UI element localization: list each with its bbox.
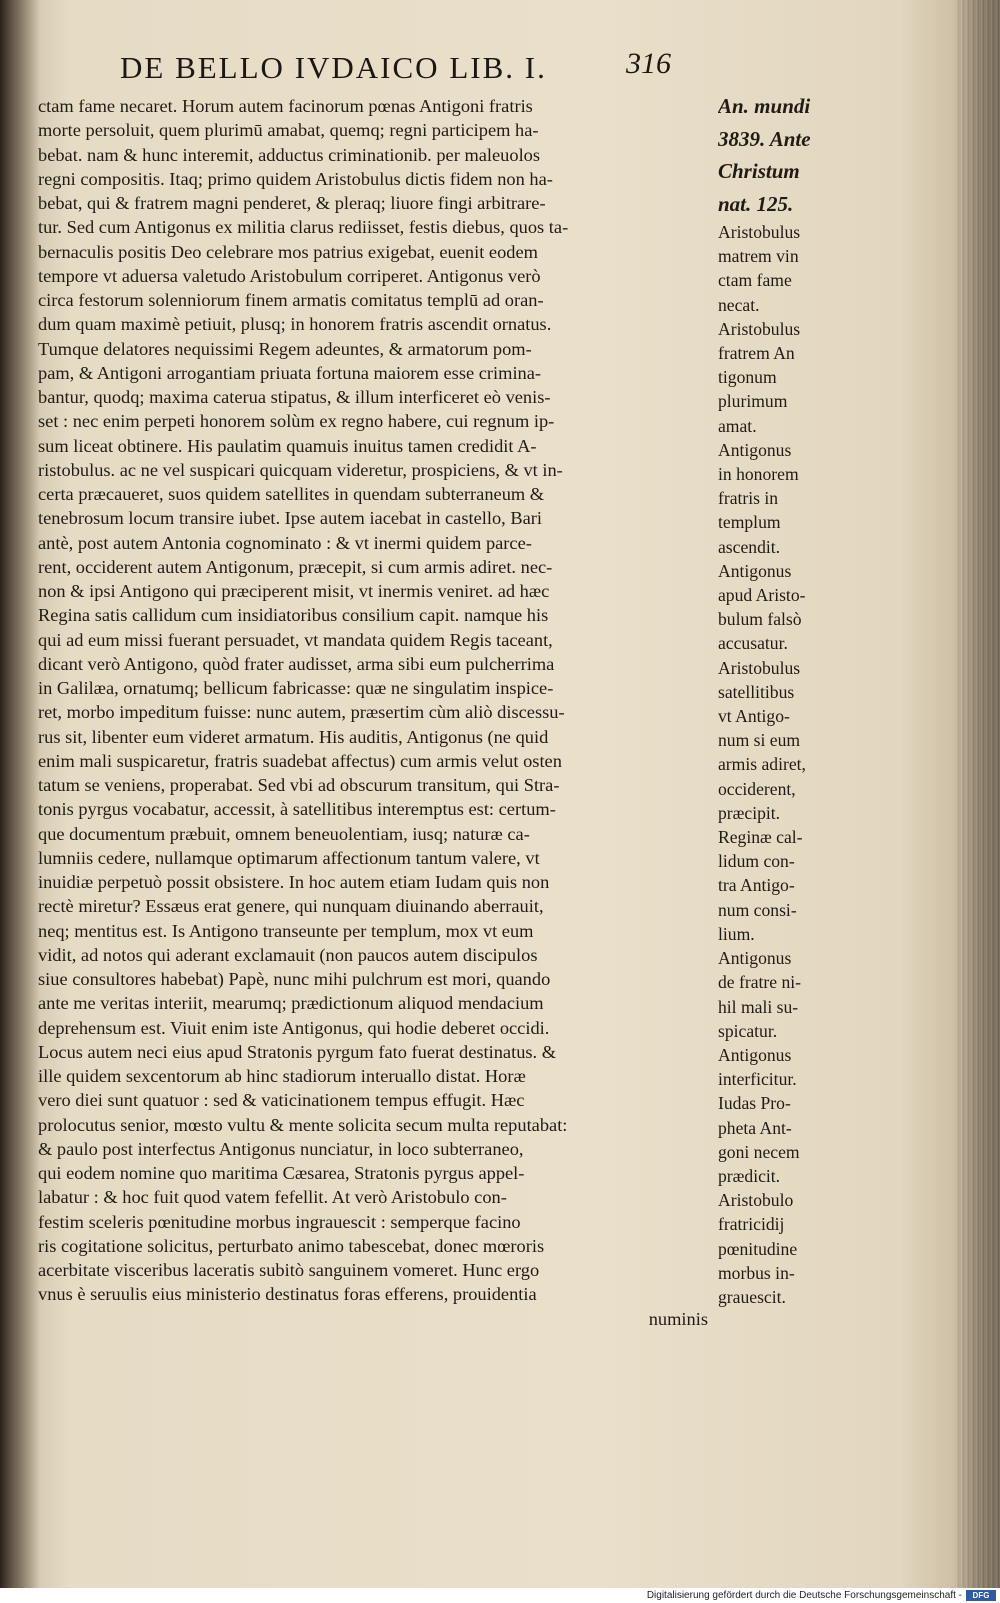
text-line: vero diei sunt quatuor : sed & vaticinationem tempus effugit. Hæc [38, 1090, 525, 1111]
text-line: antè, post autem Antonia cognominato : & vt inermi quidem parce- [38, 532, 532, 553]
text-line: ille quidem sexcentorum ab hinc stadiorum interuallo distat. Horæ [38, 1066, 526, 1086]
marginal-note-line: grauescit. [718, 1286, 786, 1307]
marginal-note-line: prædicit. [718, 1165, 781, 1186]
marginal-note-line: fratris in [718, 488, 779, 509]
text-line: in Galilæa, ornatumq; bellicum fabricasse: quæ ne singulatim inspice- [38, 678, 554, 698]
marginal-note [718, 559, 843, 656]
marginal-note-line: pheta Ant- [718, 1117, 792, 1138]
marginal-note-line: pœnitudine [718, 1238, 798, 1259]
marginal-note-line: Christum [718, 159, 800, 183]
text-line: certa præcaueret, suos quidem satellites in quendam subterraneum & [38, 484, 545, 504]
marginal-note-line: occiderent, [718, 778, 796, 799]
marginal-note-line: 3839. Ante [718, 126, 811, 151]
marginal-note-line: accusatur. [718, 633, 788, 654]
marginal-note-line: hil mali su- [718, 996, 799, 1017]
text-line: rent, occiderent autem Antigonum, præcepit, si cum armis adiret. nec- [38, 556, 553, 577]
marginal-note-line: amat. [718, 415, 757, 436]
text-line: bantur, quodq; maxima caterua stipatus, & illum interficeret eò venis- [38, 387, 551, 407]
marginal-note [718, 946, 843, 1043]
text-line: non & ipsi Antigono qui præciperent misit, vt inermis veniret. ad hæc [38, 581, 550, 601]
marginal-note-line: de fratre ni- [718, 972, 802, 993]
page-edge-shadow [955, 0, 1000, 1588]
marginal-note-line: satellitibus [718, 681, 795, 702]
text-line: sum liceat obtinere. His paulatim quamuis inuitus tamen credidit A- [38, 435, 537, 456]
text-line: bernaculis positis Deo celebrare mos patrius exigebat, euenit eodem [38, 241, 538, 262]
marginal-note-line: tra Antigo- [718, 875, 795, 896]
running-head-title: DE BELLO IVDAICO LIB. I. [120, 50, 547, 85]
text-line: inuidiæ perpetuò possit obsistere. In hoc autem etiam Iudam quis non [38, 872, 550, 892]
marginal-note-line: morbus in- [718, 1262, 795, 1283]
digitization-footer [0, 1588, 1000, 1603]
marginal-note-line: lium. [718, 923, 755, 944]
text-line: que documentum præbuit, omnem beneuolentiam, iusq; naturæ ca- [38, 823, 530, 844]
marginal-note-line: Aristobulus [718, 222, 801, 242]
text-line: dum quam maximè petiuit, plusq; in honorem fratris ascendit ornatus. [38, 314, 552, 335]
text-line: ret, morbo impeditum fuisse: nunc autem, præsertim cùm aliò discessu- [38, 702, 565, 723]
text-line: neq; mentitus est. Is Antigono transeunte per templum, mox vt eum [38, 920, 534, 941]
text-line: festim sceleris pœnitudine morbus ingrauescit : semperque facino [38, 1211, 521, 1232]
marginal-note-line: Iudas Pro- [718, 1093, 791, 1114]
marginal-note [718, 1091, 843, 1188]
marginal-note-line: apud Aristo- [718, 585, 806, 606]
main-text-block [38, 94, 708, 1331]
marginal-note-line: nat. 125. [718, 191, 794, 216]
text-line: pam, & Antigoni arrogantiam priuata fortuna maiorem esse crimina- [38, 362, 542, 383]
marginal-note-line: Aristobulo [718, 1190, 794, 1211]
marginal-note-line: Aristobulus [718, 318, 801, 339]
marginal-note [718, 438, 843, 559]
marginal-note-line: præcipit. [718, 802, 781, 823]
dfg-logo-icon: DFG [966, 1590, 996, 1601]
text-line: ristobulus. ac ne vel suspicari quicquam videretur, prospiciens, & vt in- [38, 459, 563, 480]
text-line: rectè miretur? Essæus erat genere, qui nunquam diuinando aberrauit, [38, 896, 544, 917]
marginal-note [718, 1188, 843, 1309]
catchword: numinis [648, 1308, 708, 1329]
text-line: bebat. nam & hunc interemit, adductus criminationib. per maleuolos [38, 144, 541, 165]
text-line: qui eodem nomine quo maritima Cæsarea, Stratonis pyrgus appel- [38, 1163, 525, 1183]
text-line: ante me veritas interiit, mearumq; prædictionum aliquod mendacium [38, 993, 544, 1014]
marginal-note-line: templum [718, 512, 781, 533]
text-line: enim mali suspicaretur, fratris suadebat affectus) cum armis velut osten [38, 750, 562, 771]
marginal-note-line: ascendit. [718, 536, 781, 557]
marginal-note-line: tigonum [718, 367, 777, 388]
marginal-note-line: Antigonus [718, 948, 792, 969]
text-line: tonis pyrgus vocabatur, accessit, à satellitibus interemptus est: certum- [38, 799, 556, 820]
text-line: ctam fame necaret. Horum autem facinorum pœnas Antigoni fratris [38, 96, 533, 116]
text-line: Tumque delatores nequissimi Regem adeuntes, & armatorum pom- [38, 338, 532, 359]
marginal-note-line: ctam fame [718, 270, 792, 291]
marginal-note-line: goni necem [718, 1141, 800, 1162]
marginal-note-line: lidum con- [718, 851, 795, 872]
marginal-note-line: vt Antigo- [718, 706, 790, 727]
text-line: lumniis cedere, nullamque optimarum affectionum tantum valere, vt [38, 847, 540, 868]
text-line: Locus autem neci eius apud Stratonis pyrgum fato fuerat destinatus. & [38, 1041, 557, 1062]
marginal-note-line: Antigonus [718, 560, 792, 581]
text-line: set : nec enim perpeti honorem solùm ex regno habere, cui regnum ip- [38, 411, 555, 432]
text-line: morte persoluit, quem plurimū amabat, quemq; regni participem ha- [38, 120, 539, 141]
text-line: & paulo post interfectus Antigonus nunciatur, in loco subterraneo, [38, 1138, 524, 1159]
marginal-note [718, 656, 843, 825]
marginal-note-line: An. mundi [718, 94, 811, 118]
marginal-note-line: fratrem An [718, 343, 795, 364]
marginal-note-line: Reginæ cal- [718, 827, 803, 848]
text-line: tenebrosum locum transire iubet. Ipse autem iacebat in castello, Bari [38, 508, 543, 529]
marginal-note [718, 220, 843, 317]
marginal-note-line: Antigonus [718, 439, 792, 460]
text-line: qui ad eum missi fuerant persuadet, vt mandata quidem Regis taceant, [38, 629, 553, 650]
text-line: labatur : & hoc fuit quod vatem fefellit. At verò Aristobulo con- [38, 1187, 507, 1208]
marginal-note-line: in honorem [718, 464, 799, 485]
text-line: ris cogitatione solicitus, perturbato animo tabescebat, donec mœroris [38, 1235, 545, 1256]
text-line: vidit, ad notos qui aderant exclamauit (non paucos autem discipulos [38, 944, 538, 965]
marginal-note-line: bulum falsò [718, 609, 802, 630]
text-line: prolocutus senior, mœsto vultu & mente solicita secum multa reputabat: [38, 1114, 568, 1135]
folio-number: 316 [626, 47, 671, 80]
marginal-note [718, 317, 843, 438]
marginal-note-line: matrem vin [718, 246, 799, 267]
marginal-note-line: necat. [718, 294, 760, 315]
text-line: acerbitate visceribus laceratis subitò sanguinem vomeret. Hunc ergo [38, 1260, 540, 1280]
text-line: tatum se veniens, properabat. Sed vbi ad obscurum transitum, qui Stra- [38, 775, 560, 795]
marginal-note-line: armis adiret, [718, 754, 806, 775]
text-line: tur. Sed cum Antigonus ex militia clarus rediisset, festis diebus, quos ta- [38, 217, 569, 238]
marginal-note-line: spicatur. [718, 1020, 778, 1041]
marginal-date-note [718, 90, 843, 220]
marginal-note [718, 825, 843, 946]
text-line: Regina satis callidum cum insidiatoribus consilium capit. namque his [38, 605, 549, 626]
text-line: circa festorum solenniorum finem armatis comitatus templū ad oran- [38, 290, 544, 310]
text-line: siue consultores habebat) Papè, nunc mihi pulchrum est mori, quando [38, 969, 551, 989]
text-line: deprehensum est. Viuit enim iste Antigonus, qui hodie deberet occidi. [38, 1017, 550, 1038]
text-line: tempore vt aduersa valetudo Aristobulum corriperet. Antigonus verò [38, 265, 541, 286]
text-line: rus sit, libenter eum videret armatum. His auditis, Antigonus (ne quid [38, 726, 549, 747]
footer-credit: Digitalisierung gefördert durch die Deutsche Forschungsgemeinschaft - [646, 1590, 962, 1601]
marginal-note-line: plurimum [718, 391, 788, 412]
marginal-note [718, 1043, 843, 1091]
marginal-notes-column [718, 90, 843, 1309]
text-line: vnus è seruulis eius ministerio destinatus foras efferens, prouidentia [38, 1284, 537, 1305]
marginal-note-line: num si eum [718, 730, 801, 751]
text-line: bebat, qui & fratrem magni penderet, & pleraq; liuore fingi arbitrare- [38, 193, 546, 213]
text-line: dicant verò Antigono, quòd frater audisset, arma sibi eum pulcherrima [38, 653, 555, 674]
text-line: regni compositis. Itaq; primo quidem Aristobulus dictis fidem non ha- [38, 168, 553, 189]
marginal-note-line: Antigonus [718, 1044, 792, 1065]
marginal-note-line: num consi- [718, 899, 797, 920]
marginal-note-line: interficitur. [718, 1069, 797, 1090]
marginal-note-line: fratricidij [718, 1214, 785, 1235]
marginal-note-line: Aristobulus [718, 657, 801, 678]
